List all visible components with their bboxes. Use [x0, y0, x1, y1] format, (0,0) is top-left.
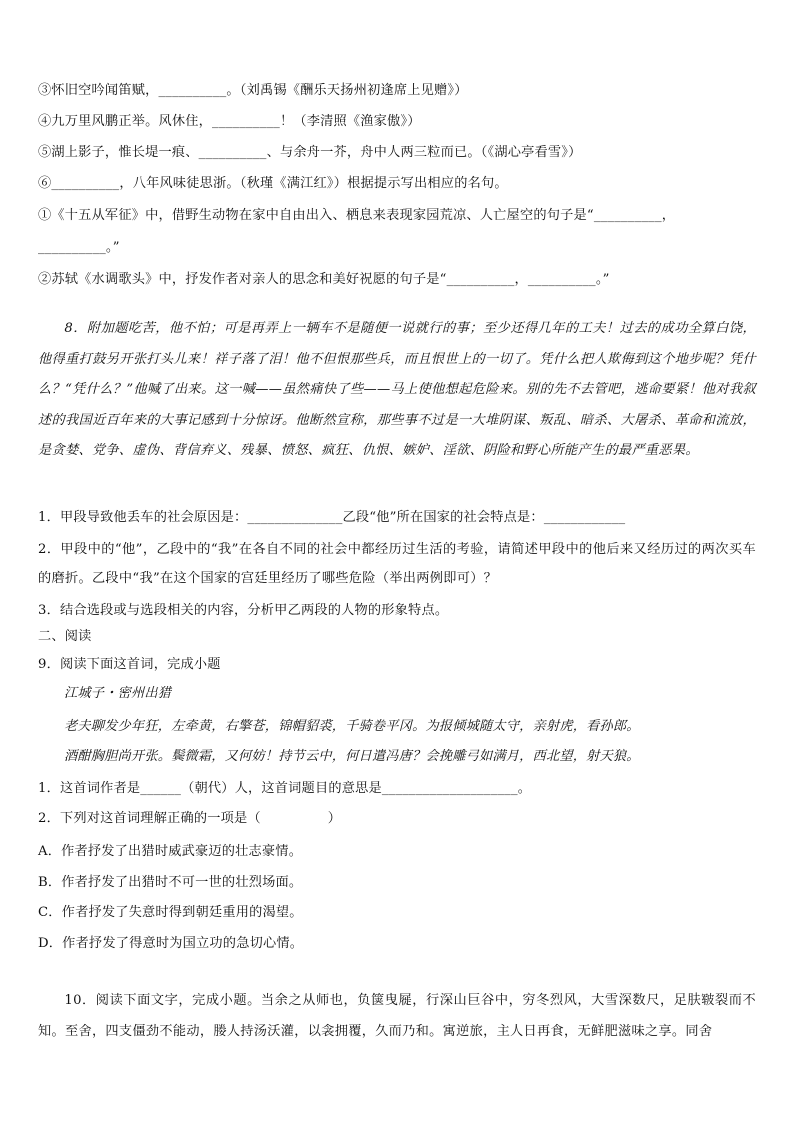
q8-sub1: 1．甲段导致他丢车的社会原因是：______________乙段“他”所在国家的社会特点是：____________: [38, 510, 626, 525]
poem-line-2: 酒酣胸胆尚开张。鬓微霜，又何妨！持节云中，何日遣冯唐？会挽雕弓如满月，西北望，射天狼。: [64, 749, 640, 764]
q9-sub2: 2．下列对这首词理解正确的一项是（ ）: [38, 811, 342, 826]
question-line-6: ⑥__________，八年风味徒思浙。（秋瑾《满江红》）根据提示写出相应的名句。: [38, 176, 508, 191]
section-heading: 二、阅读: [38, 629, 92, 644]
option-c: C．作者抒发了失意时得到朝廷重用的渴望。: [38, 905, 303, 920]
q10-passage: 10．阅读下面文字，完成小题。当余之从师也，负箧曳屣，行深山巨谷中，穷冬烈风，大雪深数尺，足肤皲裂而不知。至舍，四支僵劲不能动，媵人持汤沃灌，以衾拥覆，久而乃和。寓逆旅，主人日再食，无鲜肥滋味之享。同舍: [38, 993, 756, 1039]
option-d: D．作者抒发了得意时为国立功的急切心情。: [38, 936, 304, 951]
poem-line-1: 老夫聊发少年狂，左牵黄，右擎苍，锦帽貂裘，千骑卷平冈。为报倾城随太守，亲射虎，看孙郎。: [64, 719, 640, 734]
q8-sub3: 3．结合选段或与选段相关的内容，分析甲乙两段的人物的形象特点。: [38, 603, 449, 618]
question-line-1b: ①《十五从军征》中，借野生动物在家中自由出入、栖息来表现家园荒凉、人亡屋空的句子是“__________，: [38, 208, 676, 223]
poem-title: 江城子・密州出猎: [64, 686, 172, 701]
question-line-3: ③怀旧空吟闻笛赋，__________。（刘禹锡《酬乐天扬州初逢席上见赠》）: [38, 83, 468, 98]
option-b: B．作者抒发了出猎时不可一世的壮烈场面。: [38, 875, 303, 890]
question-line-1b-cont: __________。”: [38, 240, 120, 255]
q9-stem: 9．阅读下面这首词，完成小题: [38, 657, 221, 672]
question-line-5: ⑤湖上影子，惟长堤一痕、__________、与余舟一芥，舟中人两三粒而已。（《湖心亭看雪》）: [38, 145, 582, 160]
q8-sub2: 2．甲段中的“他”，乙段中的“我”在各自不同的社会中都经历过生活的考验，请简述甲段中的他后来又经历过的两次买车的磨折。乙段中“我”在这个国家的宫廷里经历了哪些危险（举出两例即可）？: [38, 542, 756, 586]
q9-sub1: 1．这首词作者是______（朝代）人，这首词题目的意思是____________________。: [38, 781, 532, 796]
option-a: A．作者抒发了出猎时威武豪迈的壮志豪情。: [38, 844, 303, 859]
question-line-2b: ②苏轼《水调歌头》中，抒发作者对亲人的思念和美好祝愿的句子是“__________，__________。”: [38, 272, 610, 287]
question-line-4: ④九万里风鹏正举。风休住，__________！（李清照《渔家傲》）: [38, 114, 421, 129]
q8-passage: 8．附加题吃苦，他不怕；可是再弄上一辆车不是随便一说就行的事；至少还得几年的工夫！过去的成功全算白饶，他得重打鼓另开张打头儿来！祥子落了泪！他不但恨那些兵，而且恨世上的一切了。凭什么把人欺侮到这个地步呢？凭什么？“凭什么？”他喊了出来。这一喊——虽然痛快了些——马上使他想起危险来。别的先不去管吧，逃命要紧！他对我叙述的我国近百年来的大事记感到十分惊讶。他断然宣称，那些事不过是一大堆阴谋、叛乱、暗杀、大屠杀、革命和流放，是贪婪、党争、虚伪、背信弃义、残暴、愤怒、疯狂、仇恨、嫉妒、淫欲、阴险和野心所能产生的最严重恶果。: [38, 321, 756, 459]
